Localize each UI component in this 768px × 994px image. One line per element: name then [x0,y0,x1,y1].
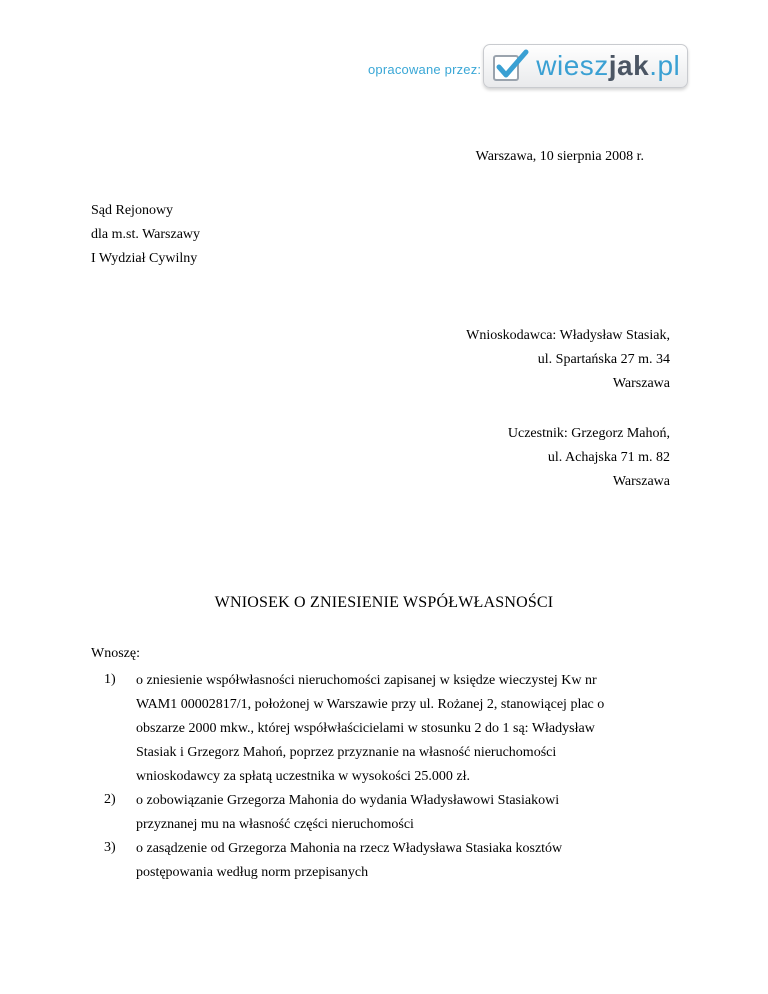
applicant-info [466,327,670,399]
court-line-3: I Wydział Cywilny [91,251,198,266]
request-intro: Wnoszę: [91,646,140,661]
item-line: o zasądzenie od Grzegorza Mahonia na rzecz Władysława Stasiaka kosztów [136,841,563,856]
applicant-line-1: Wnioskodawca: Władysław Stasiak, [466,328,670,343]
item-line: postępowania według norm przepisanych [136,865,369,880]
header-logo [368,44,688,88]
court-line-2: dla m.st. Warszawy [91,227,201,242]
request-list [104,672,664,888]
item-line: Stasiak i Grzegorz Mahoń, poprzez przyznanie na własność nieruchomości [136,745,557,760]
list-item [104,792,664,840]
participant-line-2: ul. Achajska 71 m. 82 [547,450,670,465]
item-line: WAM1 00002817/1, położonej w Warszawie przy ul. Rożanej 2, stanowiącej plac o [136,697,605,712]
logo-badge [483,44,688,88]
participant-info [508,425,670,497]
participant-line-1: Uczestnik: Grzegorz Mahoń, [507,426,670,441]
logo-wordmark [536,52,680,80]
item-line: obszarze 2000 mkw., której współwłaścicielami w stosunku 2 do 1 są: Władysław [136,721,595,736]
applicant-line-2: ul. Spartańska 27 m. 34 [537,352,670,367]
item-number: 3) [104,840,116,855]
logo-part-2: jak [608,50,650,81]
logo-part-3: .pl [649,50,681,81]
court-line-1: Sąd Rejonowy [91,203,174,218]
item-number: 2) [104,792,116,807]
list-item [104,672,664,792]
list-item [104,840,664,888]
item-line: o zniesienie współwłasności nieruchomości zapisanej w księdze wieczystej Kw nr [136,673,597,688]
item-number: 1) [104,672,116,687]
participant-line-3: Warszawa [612,474,670,489]
document-date: Warszawa, 10 sierpnia 2008 r. [475,149,644,164]
checkmark-icon [492,49,532,83]
applicant-line-3: Warszawa [612,376,670,391]
item-line: przyznanej mu na własność części nieruchomości [136,817,414,832]
item-line: wnioskodawcy za spłatą uczestnika w wysokości 25.000 zł. [136,769,470,784]
logo-part-1: wiesz [536,50,609,81]
document-title: WNIOSEK O ZNIESIENIE WSPÓŁWŁASNOŚCI [214,594,554,611]
item-line: o zobowiązanie Grzegorza Mahonia do wydania Władysławowi Stasiakowi [136,793,560,808]
court-address [91,202,200,274]
logo-caption: opracowane przez: [368,61,482,77]
